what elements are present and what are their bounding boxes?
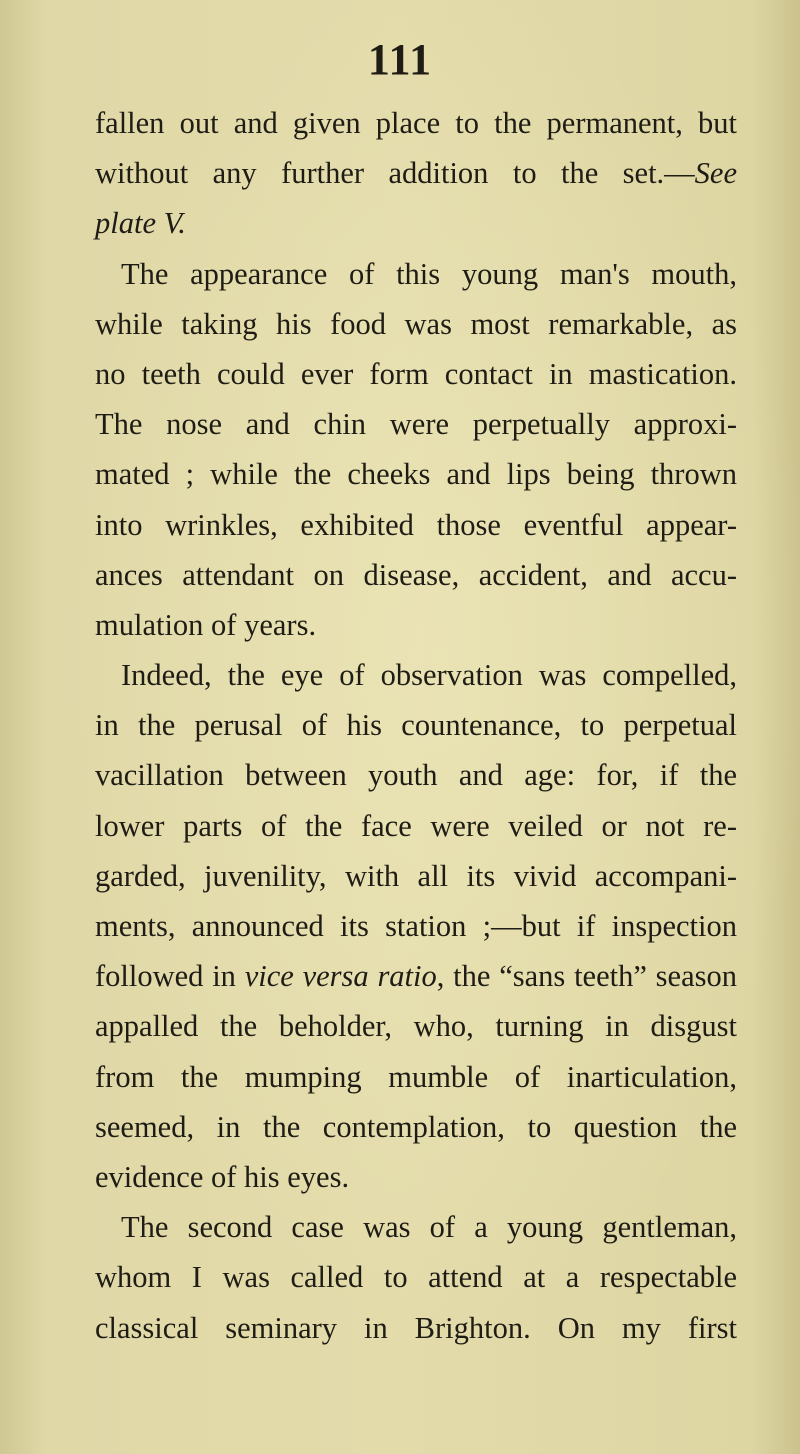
text-line: whom I was called to attend at a respectable — [95, 1260, 737, 1295]
text-line: no teeth could ever form contact in mastication. — [95, 356, 737, 391]
text-line: evidence of his eyes. — [95, 1159, 350, 1194]
italic-vice-versa-ratio: vice versa ratio — [244, 959, 437, 994]
text-line: fallen out and given place to the permanent, but — [95, 106, 737, 140]
text-line: lower parts of the face were veiled or not re- — [95, 808, 737, 843]
paragraph-start-line: The appearance of this young man's mouth, — [121, 256, 737, 291]
text-line: into wrinkles, exhibited those eventful appear- — [95, 507, 737, 542]
text-line: plate V. — [95, 206, 186, 241]
text-line: classical seminary in Brighton. On my first — [95, 1310, 737, 1345]
page-number: 111 — [367, 35, 433, 84]
text-line: ances attendant on disease, accident, and accu- — [95, 557, 737, 592]
text-line: vacillation between youth and age: for, if the — [95, 758, 737, 793]
text-line: from the mumping mumble of inarticulation, — [95, 1059, 737, 1094]
text-line: mulation of years. — [95, 607, 317, 642]
text-line: seemed, in the contemplation, to question the — [95, 1109, 737, 1144]
text-line: appalled the beholder, who, turning in disgust — [95, 1009, 737, 1044]
text-line: in the perusal of his countenance, to perpetual — [95, 708, 737, 743]
paragraph-start-line: The second case was of a young gentleman, — [121, 1210, 737, 1245]
text-line: mated ; while the cheeks and lips being thrown — [95, 457, 737, 492]
text-line: ments, announced its station ;—but if inspection — [95, 909, 737, 943]
text-line: while taking his food was most remarkable, as — [95, 306, 737, 341]
text-line: without any further addition to the set.—See — [95, 156, 737, 191]
text-line: followed in vice versa ratio, the “sans teeth” season — [95, 959, 737, 994]
italic-see: See — [694, 156, 737, 191]
text-line: garded, juvenility, with all its vivid accompani- — [95, 858, 737, 893]
text-line: The nose and chin were perpetually approxi- — [95, 407, 737, 442]
body-text — [95, 98, 737, 1353]
paragraph-start-line: Indeed, the eye of observation was compelled, — [121, 658, 737, 693]
